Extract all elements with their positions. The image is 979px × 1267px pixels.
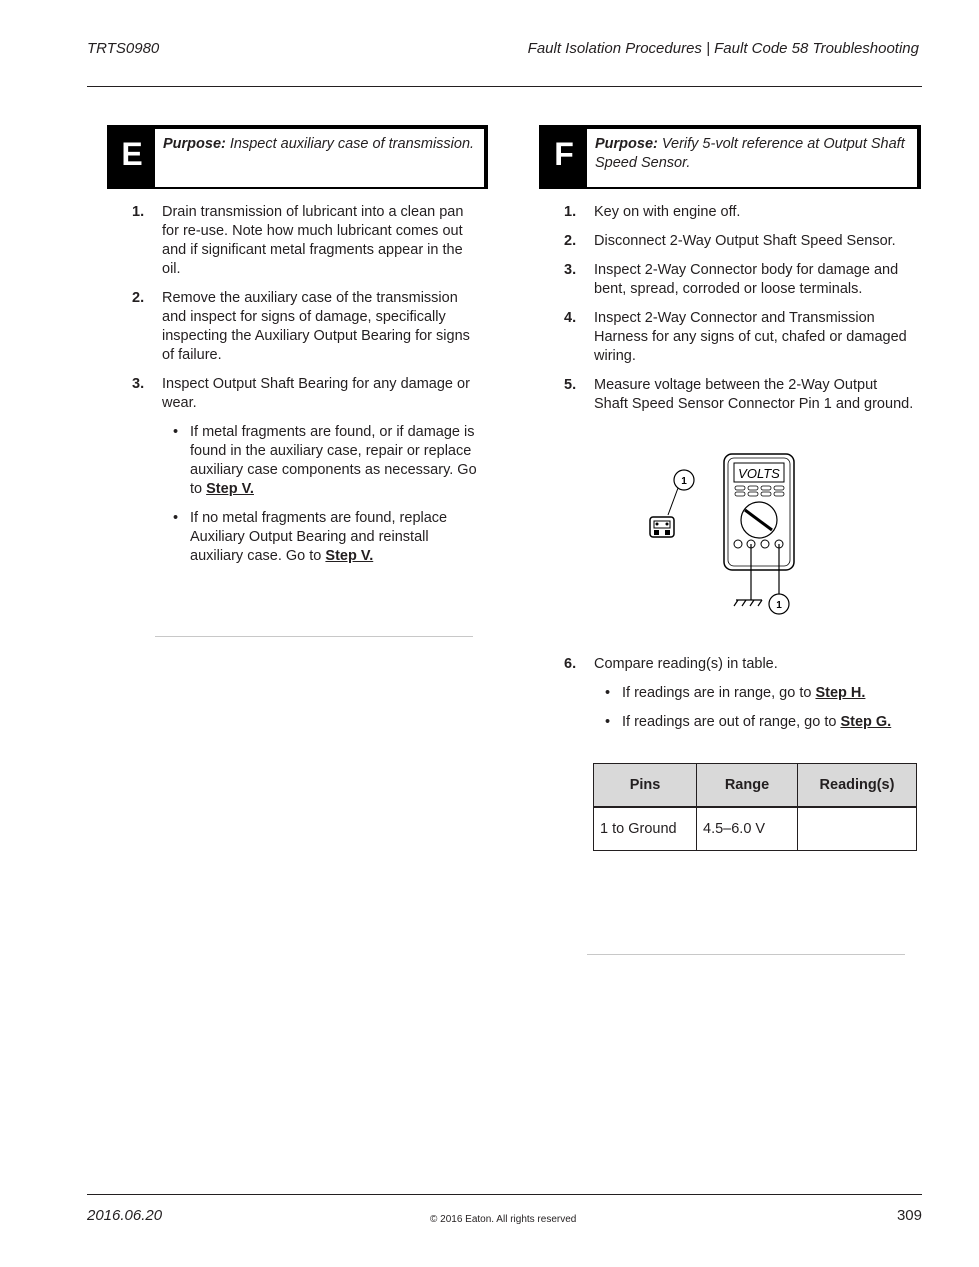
item-number: 1.: [564, 204, 577, 220]
meter-display: VOLTS: [738, 466, 780, 481]
section-separator: [155, 636, 473, 637]
bullet-text: If readings are out of range, go to: [622, 714, 841, 730]
column-header-pins: Pins: [594, 764, 697, 808]
column-header-range: Range: [697, 764, 798, 808]
purpose-label: Purpose:: [163, 136, 226, 152]
multimeter-diagram: [640, 450, 810, 620]
bullet-text: If no metal fragments are found, replace Auxiliary Output Bearing and reinstall auxiliary case. Go to: [190, 510, 448, 564]
item-text: Inspect 2-Way Connector and Transmission Harness for any signs of cut, chafed or damaged wiring.: [594, 310, 907, 364]
item-text: Drain transmission of lubricant into a clean pan for re-use. Note how much lubricant comes out and if significant metal fragments appear in the oil.: [162, 204, 464, 277]
item-number: 2.: [132, 290, 145, 306]
step-g-link[interactable]: Step G.: [840, 714, 892, 730]
item-number: 3.: [564, 262, 577, 278]
bullet-icon: •: [173, 424, 179, 440]
step-e-bullets: [162, 423, 484, 566]
step-f-list: [564, 203, 914, 424]
step-f-letter: F: [541, 129, 587, 187]
cell-reading: [798, 807, 917, 851]
list-item: [132, 203, 484, 279]
item-number: 5.: [564, 377, 577, 393]
cell-range: 4.5–6.0 V: [697, 807, 798, 851]
step-e-list: [132, 203, 484, 576]
page-number: 309: [896, 1207, 922, 1224]
column-header-readings: Reading(s): [798, 764, 917, 808]
step-e-purpose: [163, 135, 476, 154]
bullet-item: [594, 684, 914, 703]
readings-table: [593, 763, 917, 851]
step-e-letter: E: [109, 129, 155, 187]
step-f-purpose: [595, 135, 909, 173]
item-text: Remove the auxiliary case of the transmission and inspect for signs of damage, specifically inspecting the Auxiliary Output Bearing for signs of failure.: [162, 290, 470, 363]
item-number: 4.: [564, 310, 577, 326]
step-f-bullets: [594, 684, 914, 732]
bullet-item: [162, 423, 484, 499]
callout-label: 1: [776, 600, 782, 611]
list-item: [132, 375, 484, 566]
list-item: [564, 655, 914, 732]
step-f-list-continued: [564, 655, 914, 742]
item-text: Inspect 2-Way Connector body for damage and bent, spread, corroded or loose terminals.: [594, 262, 899, 297]
ground-icon: [734, 600, 762, 606]
list-item: [564, 232, 914, 251]
item-text: Compare reading(s) in table.: [594, 656, 778, 672]
step-h-link[interactable]: Step H.: [815, 685, 866, 701]
bullet-text: If metal fragments are found, or if damage is found in the auxiliary case, repair or replace auxiliary case components as necessary. Go to: [190, 424, 477, 497]
item-number: 3.: [132, 376, 145, 392]
purpose-text: Verify 5-volt reference at Output Shaft Speed Sensor.: [595, 136, 905, 171]
item-text: Disconnect 2-Way Output Shaft Speed Sensor.: [594, 233, 896, 249]
document-id: TRTS0980: [87, 40, 160, 57]
item-number: 1.: [132, 204, 145, 220]
item-number: 2.: [564, 233, 577, 249]
section-separator: [587, 954, 905, 955]
item-text: Measure voltage between the 2-Way Output Shaft Speed Sensor Connector Pin 1 and ground.: [594, 377, 914, 412]
bullet-item: [594, 713, 914, 732]
footer-divider: [87, 1194, 922, 1195]
table-header-row: [594, 764, 917, 808]
cell-pins: 1 to Ground: [594, 807, 697, 851]
list-item: [564, 309, 914, 366]
callout-label: 1: [681, 476, 687, 487]
bullet-item: [162, 509, 484, 566]
item-number: 6.: [564, 656, 577, 672]
step-f-header: [539, 125, 921, 189]
table-row: [594, 807, 917, 851]
header-divider: [87, 86, 922, 87]
purpose-text: Inspect auxiliary case of transmission.: [225, 136, 475, 152]
callout-leader: [668, 488, 678, 515]
purpose-label: Purpose:: [595, 136, 658, 152]
bullet-icon: •: [605, 685, 611, 701]
footer-copyright: © 2016 Eaton. All rights reserved: [430, 1214, 577, 1225]
connector-icon: [650, 517, 674, 537]
bullet-text: If readings are in range, go to: [622, 685, 816, 701]
multimeter-icon: [724, 454, 794, 570]
list-item: [564, 376, 914, 414]
footer-date: 2016.06.20: [87, 1207, 163, 1224]
section-title: Fault Isolation Procedures | Fault Code 58 Troubleshooting: [527, 40, 919, 57]
list-item: [564, 261, 914, 299]
step-v-link[interactable]: Step V.: [325, 548, 374, 564]
list-item: [564, 203, 914, 222]
item-text: Key on with engine off.: [594, 204, 741, 220]
bullet-icon: •: [605, 714, 611, 730]
bullet-icon: •: [173, 510, 179, 526]
item-text: Inspect Output Shaft Bearing for any damage or wear.: [162, 376, 470, 411]
list-item: [132, 289, 484, 365]
step-e-header: [107, 125, 488, 189]
step-v-link[interactable]: Step V.: [206, 481, 254, 497]
